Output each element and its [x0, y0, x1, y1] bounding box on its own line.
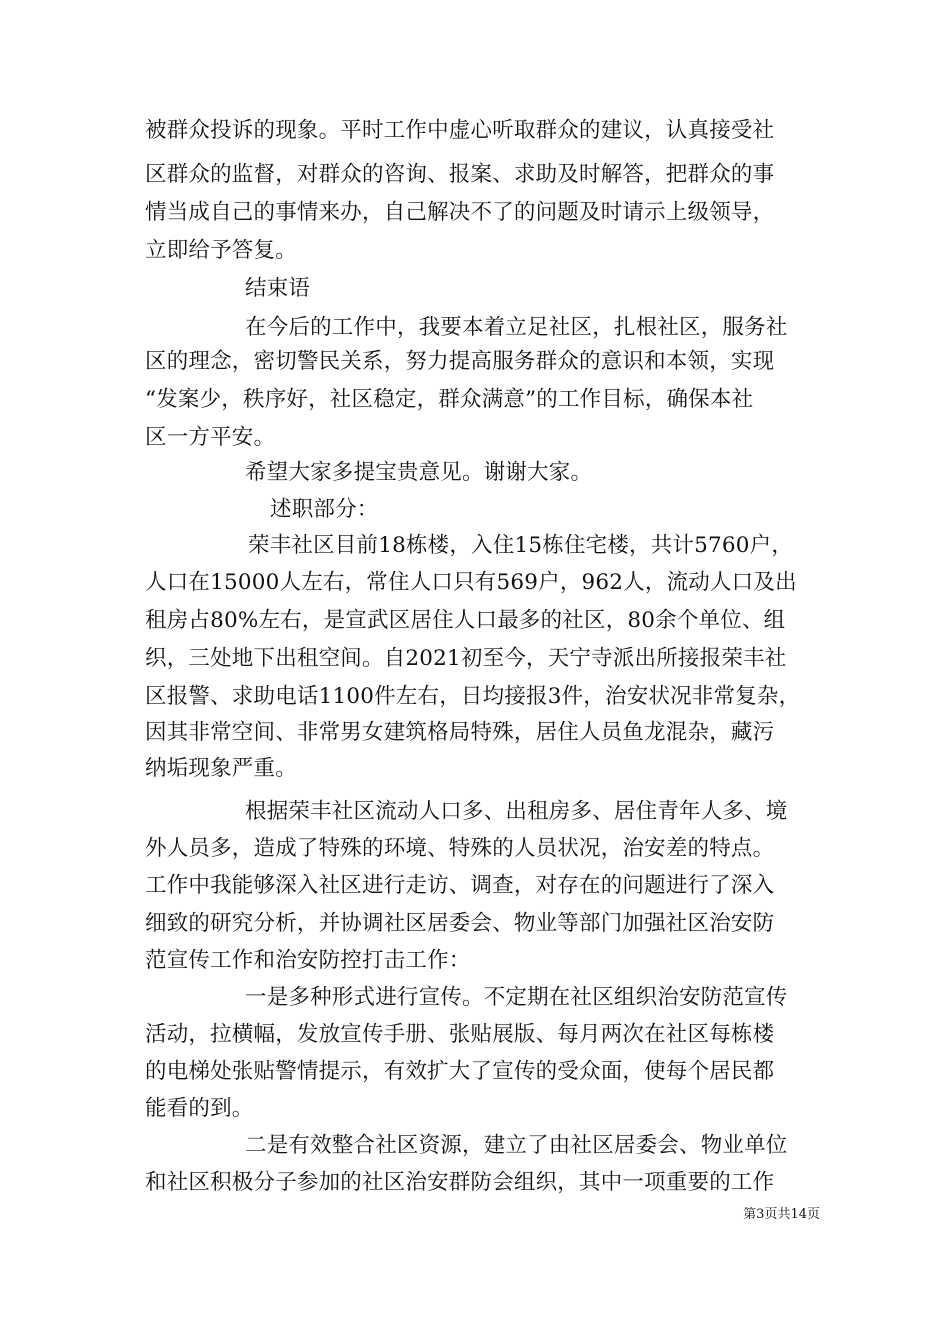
text-line: 工作中我能够深入社区进行走访、调查，对存在的问题进行了深入 — [145, 873, 775, 898]
text-line: 区的理念，密切警民关系，努力提高服务群众的意识和本领，实现 — [145, 349, 775, 374]
text-line: 因其非常空间、非常男女建筑格局特殊，居住人员鱼龙混杂，藏污 — [145, 720, 775, 745]
text-line: 区报警、求助电话1100件左右，日均接报3件，治安状况非常复杂， — [145, 684, 801, 709]
text-line: “发案少，秩序好，社区稳定，群众满意”的工作目标，确保本社 — [145, 387, 754, 412]
text-line: 细致的研究分析，并协调社区居委会、物业等部门加强社区治安防 — [145, 911, 775, 936]
section-heading: 结束语 — [245, 276, 311, 301]
text-line: 区一方平安。 — [145, 425, 276, 450]
text-line: 能看的到。 — [145, 1096, 254, 1121]
text-line: 在今后的工作中，我要本着立足社区，扎根社区，服务社 — [245, 315, 788, 340]
text-line: 荣丰社区目前18栋楼，入住15栋住宅楼，共计5760户， — [248, 533, 794, 558]
text-line: 被群众投诉的现象。平时工作中虚心听取群众的建议，认真接受社 — [145, 118, 775, 143]
text-line: 区群众的监督，对群众的咨询、报案、求助及时解答，把群众的事 — [145, 162, 775, 187]
text-line: 和社区积极分子参加的社区治安群防会组织，其中一项重要的工作 — [145, 1170, 775, 1195]
text-line: 范宣传工作和治安防控打击工作： — [145, 948, 471, 973]
text-line: 人口在15000人左右，常住人口只有569户，962人，流动人口及出 — [145, 570, 797, 595]
text-line: 纳垢现象严重。 — [145, 756, 297, 781]
text-line: 活动，拉横幅，发放宣传手册、张贴展版、每月两次在社区每栋楼 — [145, 1022, 775, 1047]
text-line: 织，三处地下出租空间。自2021初至今，天宁寺派出所接报荣丰社 — [145, 646, 787, 671]
text-line: 一是多种形式进行宣传。不定期在社区组织治安防范宣传 — [245, 985, 788, 1010]
text-line: 希望大家多提宝贵意见。谢谢大家。 — [245, 460, 593, 485]
text-line: 租房占80%左右，是宣武区居住人口最多的社区，80余个单位、组 — [145, 608, 786, 633]
page-number-footer: 第3页共14页 — [743, 1207, 820, 1222]
text-line: 立即给予答复。 — [145, 238, 297, 263]
text-line: 情当成自己的事情来办，自己解决不了的问题及时请示上级领导， — [145, 200, 775, 225]
text-line: 二是有效整合社区资源，建立了由社区居委会、物业单位 — [245, 1133, 788, 1158]
text-line: 根据荣丰社区流动人口多、出租房多、居住青年人多、境 — [245, 799, 788, 824]
text-line: 外人员多，造成了特殊的环境、特殊的人员状况，治安差的特点。 — [145, 836, 775, 861]
text-line: 的电梯处张贴警情提示，有效扩大了宣传的受众面，使每个居民都 — [145, 1059, 775, 1084]
section-heading: 述职部分： — [270, 497, 379, 522]
